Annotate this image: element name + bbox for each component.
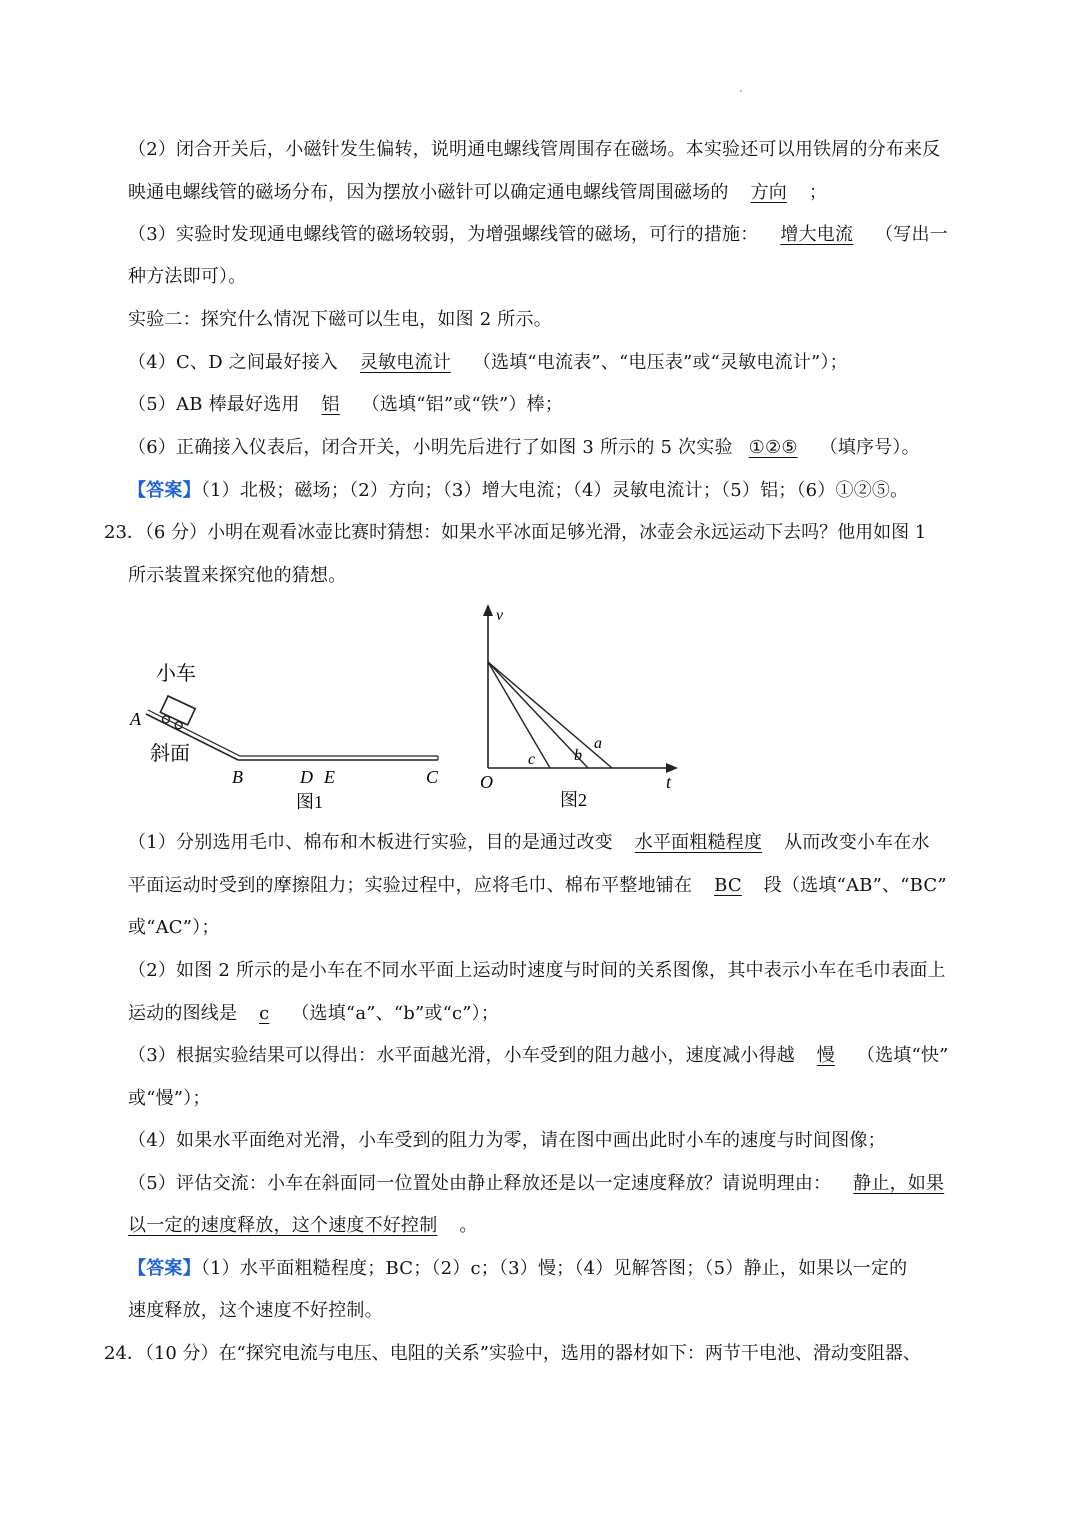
q22-part3-line2: 种方法即可）。 [128, 266, 247, 287]
q23-answer-line1: 【答案】（1）水平面粗糙程度；BC；（2）c；（3）慢；（4）见解答图；（5）静止，如果以一定的 [128, 1258, 908, 1279]
question-number: 24． [104, 1343, 145, 1364]
point-e-label: E [324, 767, 335, 787]
answer-blank: 灵敏电流计 [359, 352, 451, 373]
origin-label: O [480, 772, 493, 792]
q22-part4: （4）C、D 之间最好接入 灵敏电流计 （选填“电流表”、“电压表”或“灵敏电流计”）； [128, 352, 848, 373]
q22-part3-line1: （3）实验时发现通电螺线管的磁场较弱，为增强螺线管的磁场，可行的措施： 增大电流 （写出一 [128, 224, 948, 245]
point-d-label: D [300, 767, 313, 787]
line-a [488, 662, 612, 768]
q23-part4: （4）如果水平面绝对光滑，小车受到的阻力为零，请在图中画出此时小车的速度与时间图像； [128, 1130, 886, 1151]
q24-line1: 24．（10 分）在“探究电流与电压、电阻的关系”实验中，选用的器材如下：两节干电池、滑动变阻器、 [104, 1343, 921, 1364]
q22-part2-line2: 映通电螺线管的磁场分布，因为摆放小磁针可以确定通电螺线管周围磁场的 方向 ； [128, 182, 828, 203]
q23-part3-line1: （3）根据实验结果可以得出：水平面越光滑，小车受到的阻力越小，速度减小得越 慢 （选填“快” [128, 1045, 949, 1066]
page-dot [740, 90, 742, 92]
q23-part5-line2: 以一定的速度释放，这个速度不好控制 。 [128, 1215, 478, 1236]
q23-part3-line2: 或“慢”）； [128, 1088, 211, 1109]
cart-icon [157, 696, 195, 732]
answer-blank: BC [714, 875, 742, 896]
q23-answer-line2: 速度释放，这个速度不好控制。 [128, 1300, 383, 1321]
answer-blank: ①②⑤ [748, 437, 798, 458]
answer-blank: 慢 [816, 1045, 835, 1066]
answer-blank: 方向 [750, 182, 787, 203]
q23-part1-line2: 平面运动时受到的摩擦阻力；实验过程中，应将毛巾、棉布平整地铺在 BC 段（选填“AB”、“BC” [128, 875, 947, 896]
line-c [488, 662, 550, 768]
q23-part5-line1: （5）评估交流：小车在斜面同一位置处由静止释放还是以一定速度释放？请说明理由： 静止，如果 [128, 1173, 945, 1194]
point-a-label: A [130, 709, 141, 729]
figure-1-caption: 图1 [296, 792, 323, 812]
answer-blank: 铝 [321, 394, 340, 415]
t-axis-label: t [666, 772, 672, 792]
q22-answer: 【答案】（1）北极；磁场；（2）方向；（3）增大电流；（4）灵敏电流计；（5）铝；（6）①②⑤。 [128, 480, 909, 501]
experiment-two-heading: 实验二：探究什么情况下磁可以生电，如图 2 所示。 [128, 309, 552, 330]
line-a-label: a [594, 735, 602, 752]
v-axis-arrow [483, 604, 493, 616]
figure-1-incline [128, 640, 458, 820]
point-b-label: B [232, 767, 243, 787]
slope-label: 斜面 [150, 743, 190, 765]
answer-tag: 【答案】 [128, 480, 201, 501]
line-c-label: c [528, 751, 536, 768]
q23-line1: 23．（6 分）小明在观看冰壶比赛时猜想：如果水平冰面足够光滑，冰壶会永远运动下去吗？他用如图 1 [104, 522, 927, 543]
answer-blank: 静止，如果 [853, 1173, 945, 1194]
q23-part1-line1: （1）分别选用毛巾、棉布和木板进行实验，目的是通过改变 水平面粗糙程度 从而改变小车在水 [128, 832, 930, 853]
q23-part1-line3: 或“AC”）； [128, 917, 220, 938]
point-c-label: C [426, 767, 439, 787]
answer-blank: c [259, 1003, 270, 1024]
q23-part2-line1: （2）如图 2 所示的是小车在不同水平面上运动时速度与时间的关系图像，其中表示小车在毛巾表面上 [128, 960, 946, 981]
question-number: 23． [104, 522, 145, 543]
answer-blank: 以一定的速度释放，这个速度不好控制 [128, 1215, 438, 1236]
answer-tag: 【答案】 [128, 1258, 201, 1279]
q22-part6: （6）正确接入仪表后，闭合开关，小明先后进行了如图 3 所示的 5 次实验 ①②⑤ （填序号）。 [128, 437, 920, 458]
line-b-label: b [574, 747, 582, 764]
q22-part5: （5）AB 棒最好选用 铝 （选填“铝”或“铁”）棒； [128, 394, 564, 415]
q23-part2-line2: 运动的图线是 c （选填“a”、“b”或“c”）； [128, 1003, 500, 1024]
figure-2-caption: 图2 [560, 790, 587, 810]
answer-blank: 增大电流 [780, 224, 854, 245]
figure-2-velocity-time-graph [470, 600, 690, 820]
v-axis-label: v [496, 607, 504, 624]
cart-label: 小车 [156, 663, 196, 685]
q23-line2: 所示装置来探究他的猜想。 [128, 565, 347, 586]
answer-blank: 水平面粗糙程度 [634, 832, 763, 853]
q22-part2-line1: （2）闭合开关后，小磁针发生偏转，说明通电螺线管周围存在磁场。本实验还可以用铁屑的分布来反 [128, 139, 941, 160]
line-b [488, 662, 588, 768]
